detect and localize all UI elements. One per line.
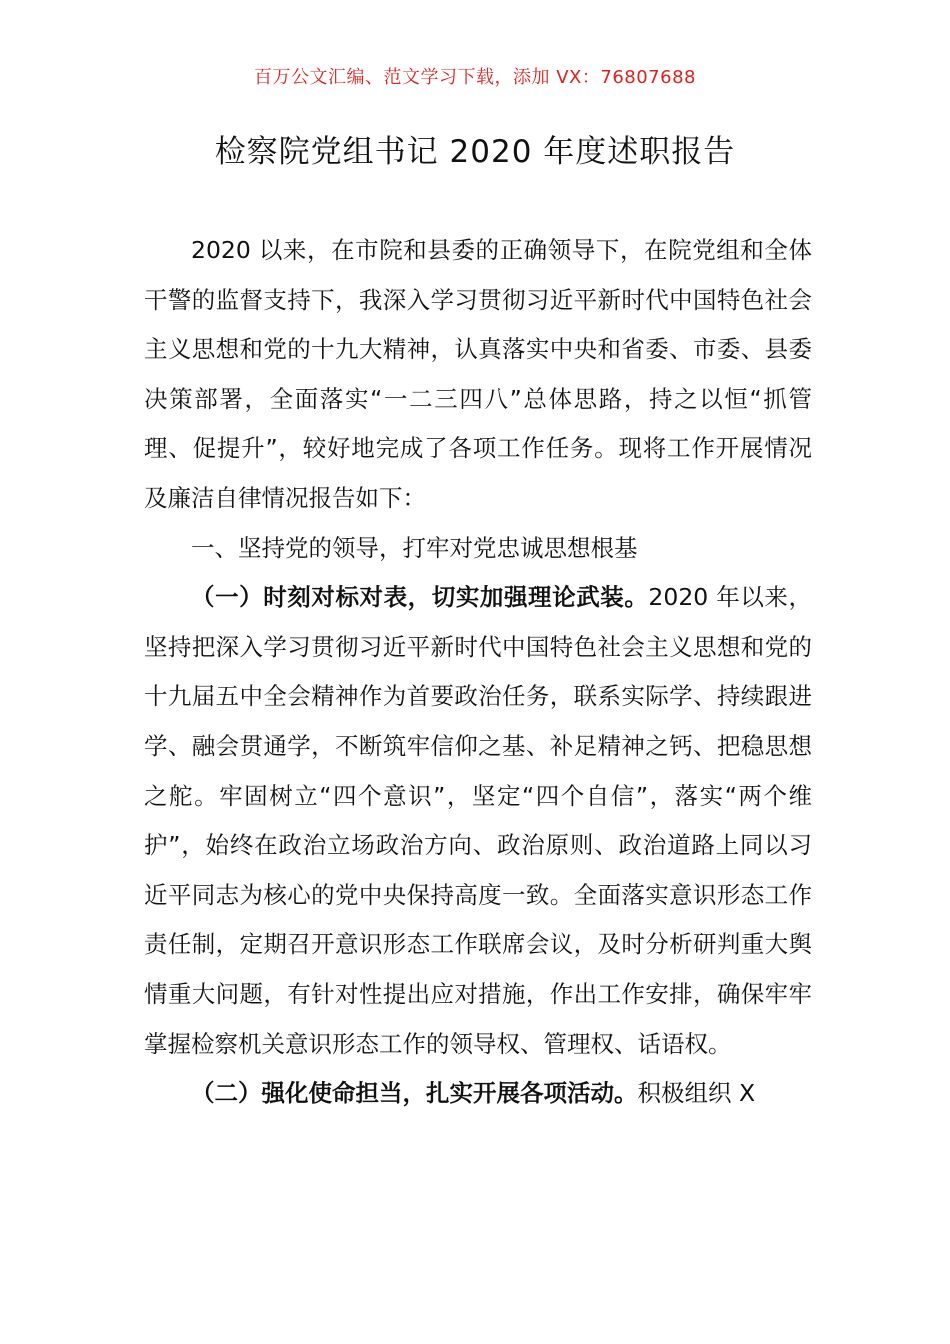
document-title: 检察院党组书记 2020 年度述职报告	[214, 134, 736, 170]
item-one-heading: （一）时刻对标对表，切实加强理论武装。	[191, 583, 649, 612]
section-one-heading: 一、坚持党的领导，打牢对党忠诚思想根基	[191, 533, 638, 562]
header-note: 百万公文汇编、范文学习下载，添加 VX：76807688	[254, 67, 696, 88]
item-two-heading: （二）强化使命担当，扎实开展各项活动。	[191, 1079, 638, 1108]
item-one-text: 2020 年以来，坚持把深入学习贯彻习近平新时代中国特色社会主义思想和党的十九届五中全会精神作为首要政治任务，联系实际学、持续跟进学、融会贯通学，不断筑牢信仰之基、补足精神之钙、把稳思想之舵。牢固树立“四个意识”，坚定“四个自信”，落实“两个维护”，始终在政治立场政治方向、政治原则、政治道路上同以习近平同志为核心的党中央保持高度一致。全面落实意识形态工作责任制，定期召开意识形态工作联席会议，及时分析研判重大舆情重大问题，有针对性提出应对措施，作出工作安排，确保牢牢掌握检察机关意识形态工作的领导权、管理权、话语权。	[144, 583, 812, 1058]
item-two-paragraph	[144, 1069, 812, 1119]
item-two-text: 积极组织 X	[637, 1079, 756, 1108]
intro-paragraph: 2020 以来，在市院和县委的正确领导下，在院党组和全体干警的监督支持下，我深入学习贯彻习近平新时代中国特色社会主义思想和党的十九大精神，认真落实中央和省委、市委、县委决策部署，全面落实“一二三四八”总体思路，持之以恒“抓管理、促提升”，较好地完成了各项工作任务。现将工作开展情况及廉洁自律情况报告如下：	[144, 236, 812, 512]
document-body	[144, 226, 812, 1119]
item-one-paragraph	[144, 573, 812, 1069]
